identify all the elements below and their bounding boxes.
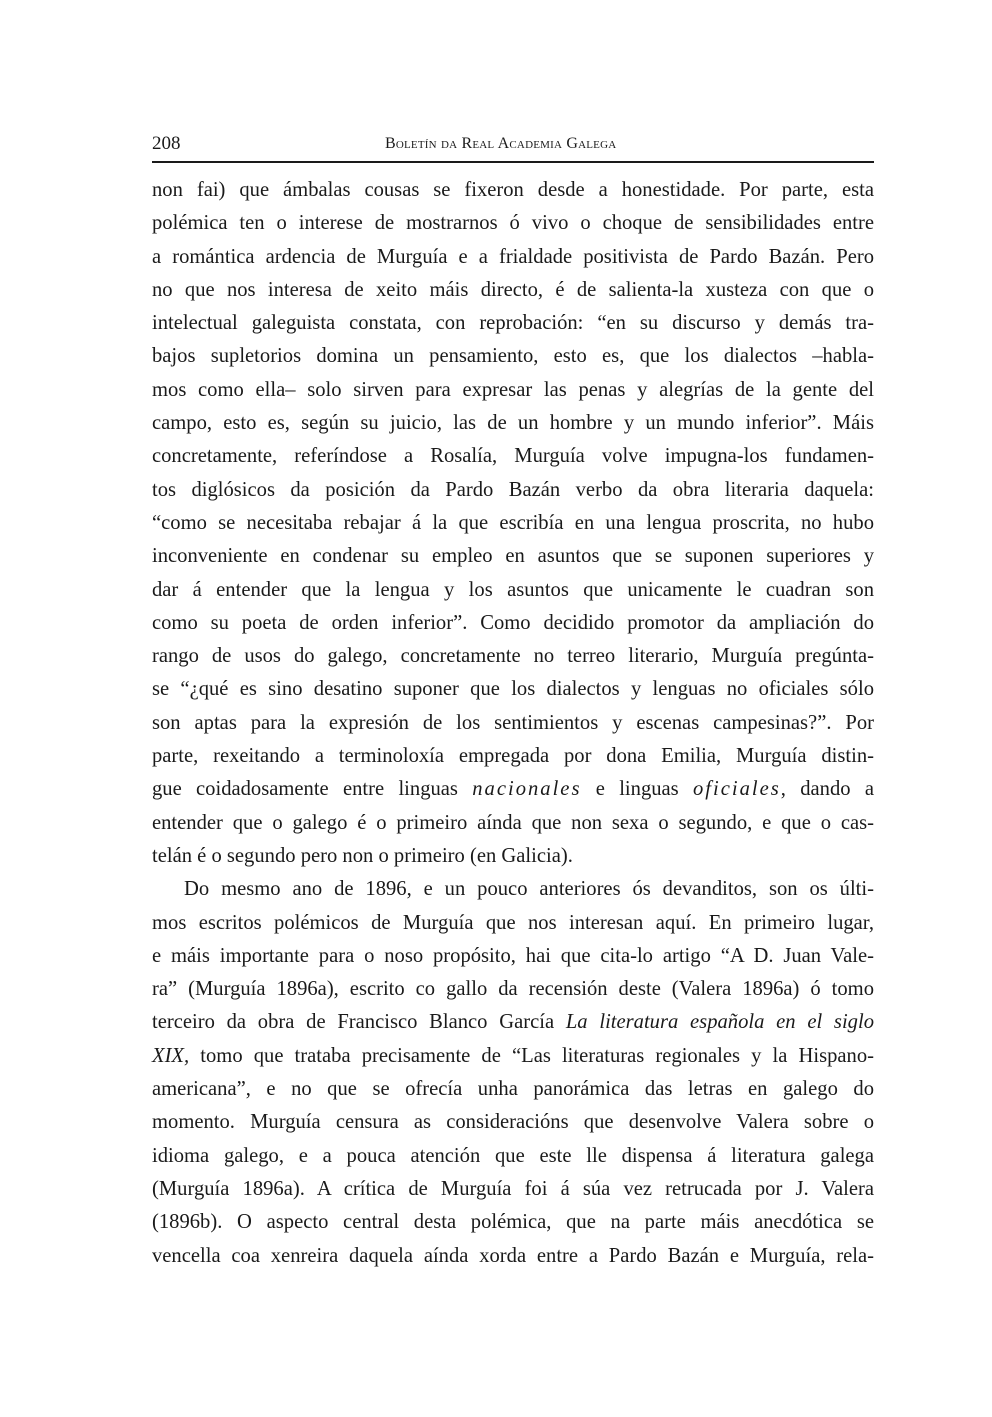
header-rule [152,161,874,163]
text-line: “como se necesitaba rebajar á la que escribía en una lengua proscrita, no hubo [152,511,874,534]
text-line: ra” (Murguía 1896a), escrito co gallo da recensión deste (Valera 1896a) ó tomo [152,978,874,1001]
text-line: entender que o galego é o primeiro aínda que non sexa o segundo, e que o cas- [152,811,874,834]
text-line: a romántica ardencia de Murguía e a frialdade positivista de Pardo Bazán. Pero [152,245,874,268]
text-line: (1896b). O aspecto central desta polémica, que na parte máis anecdótica se [152,1211,874,1234]
text-line: rango de usos do galego, concretamente no terreo literario, Murguía pregúnta- [152,645,874,668]
text-line: concretamente, referíndose a Rosalía, Murguía volve impugna-los fundamen- [152,445,874,468]
body-text [152,174,874,1273]
emphasis-term: oficiales [693,778,781,801]
text-line: gue coidadosamente entre linguas nacionales e linguas oficiales, dando a [152,778,874,801]
text-line: mos como ella– solo sirven para expresar las penas y alegrías de la gente del [152,378,874,401]
book-title: XIX, [152,1044,190,1067]
text-line: americana”, e no que se ofrecía unha panorámica das letras en galego do [152,1078,874,1101]
page-number: 208 [152,133,181,154]
text-line: idioma galego, e a pouca atención que este lle dispensa á literatura galega [152,1144,874,1167]
text-line: e máis importante para o noso propósito, hai que cita-lo artigo “A D. Juan Vale- [152,944,874,967]
text-line: polémica ten o interese de mostrarnos ó vivo o choque de sensibilidades entre [152,212,874,235]
text-line: inconveniente en condenar su empleo en asuntos que se suponen superiores y [152,545,874,568]
text-line: campo, esto es, según su juicio, las de un hombre y un mundo inferior”. Máis [152,412,874,435]
text-line: XIX, tomo que trataba precisamente de “Las literaturas regionales y la Hispano- [152,1044,874,1067]
text-line: momento. Murguía censura as consideracións que desenvolve Valera sobre o [152,1111,874,1134]
text-line: parte, rexeitando a terminoloxía empregada por dona Emilia, Murguía distin- [152,745,874,768]
text-line: vencella coa xenreira daquela aínda xorda entre a Pardo Bazán e Murguía, rela- [152,1244,874,1267]
text-line: como su poeta de orden inferior”. Como decidido promotor da ampliación do [152,611,874,634]
text-line: Do mesmo ano de 1896, e un pouco anteriores ós devanditos, son os últi- [184,878,874,901]
text-line: dar á entender que la lengua y los asuntos que unicamente le cuadran son [152,578,874,601]
text-line: non fai) que ámbalas cousas se fixeron desde a honestidade. Por parte, esta [152,179,874,201]
running-title: Boletín da Real Academia Galega [385,135,617,152]
text-line: bajos supletorios domina un pensamiento, esto es, que los dialectos –habla- [152,345,874,368]
text-line: mos escritos polémicos de Murguía que nos interesan aquí. En primeiro lugar, [152,911,874,934]
text-line: intelectual galeguista constata, con reprobación: “en su discurso y demás tra- [152,312,874,335]
emphasis-term: nacionales [472,778,582,801]
text-line: telán é o segundo pero non o primeiro (en Galicia). [152,844,573,867]
text-line: se “¿qué es sino desatino suponer que los dialectos y lenguas no oficiales sólo [152,678,874,701]
text-line: (Murguía 1896a). A crítica de Murguía foi á súa vez retrucada por J. Valera [152,1177,874,1200]
text-line: tos diglósicos da posición da Pardo Bazán verbo da obra literaria daquela: [152,478,874,501]
book-title: La literatura española en el siglo [565,1011,874,1034]
text-line: no que nos interesa de xeito máis directo, é de salienta-la xusteza con que o [152,278,874,301]
running-header [152,131,874,161]
text-line: terceiro da obra de Francisco Blanco García La literatura española en el siglo [152,1011,874,1034]
text-line: son aptas para la expresión de los sentimientos y escenas campesinas?”. Por [152,711,874,734]
